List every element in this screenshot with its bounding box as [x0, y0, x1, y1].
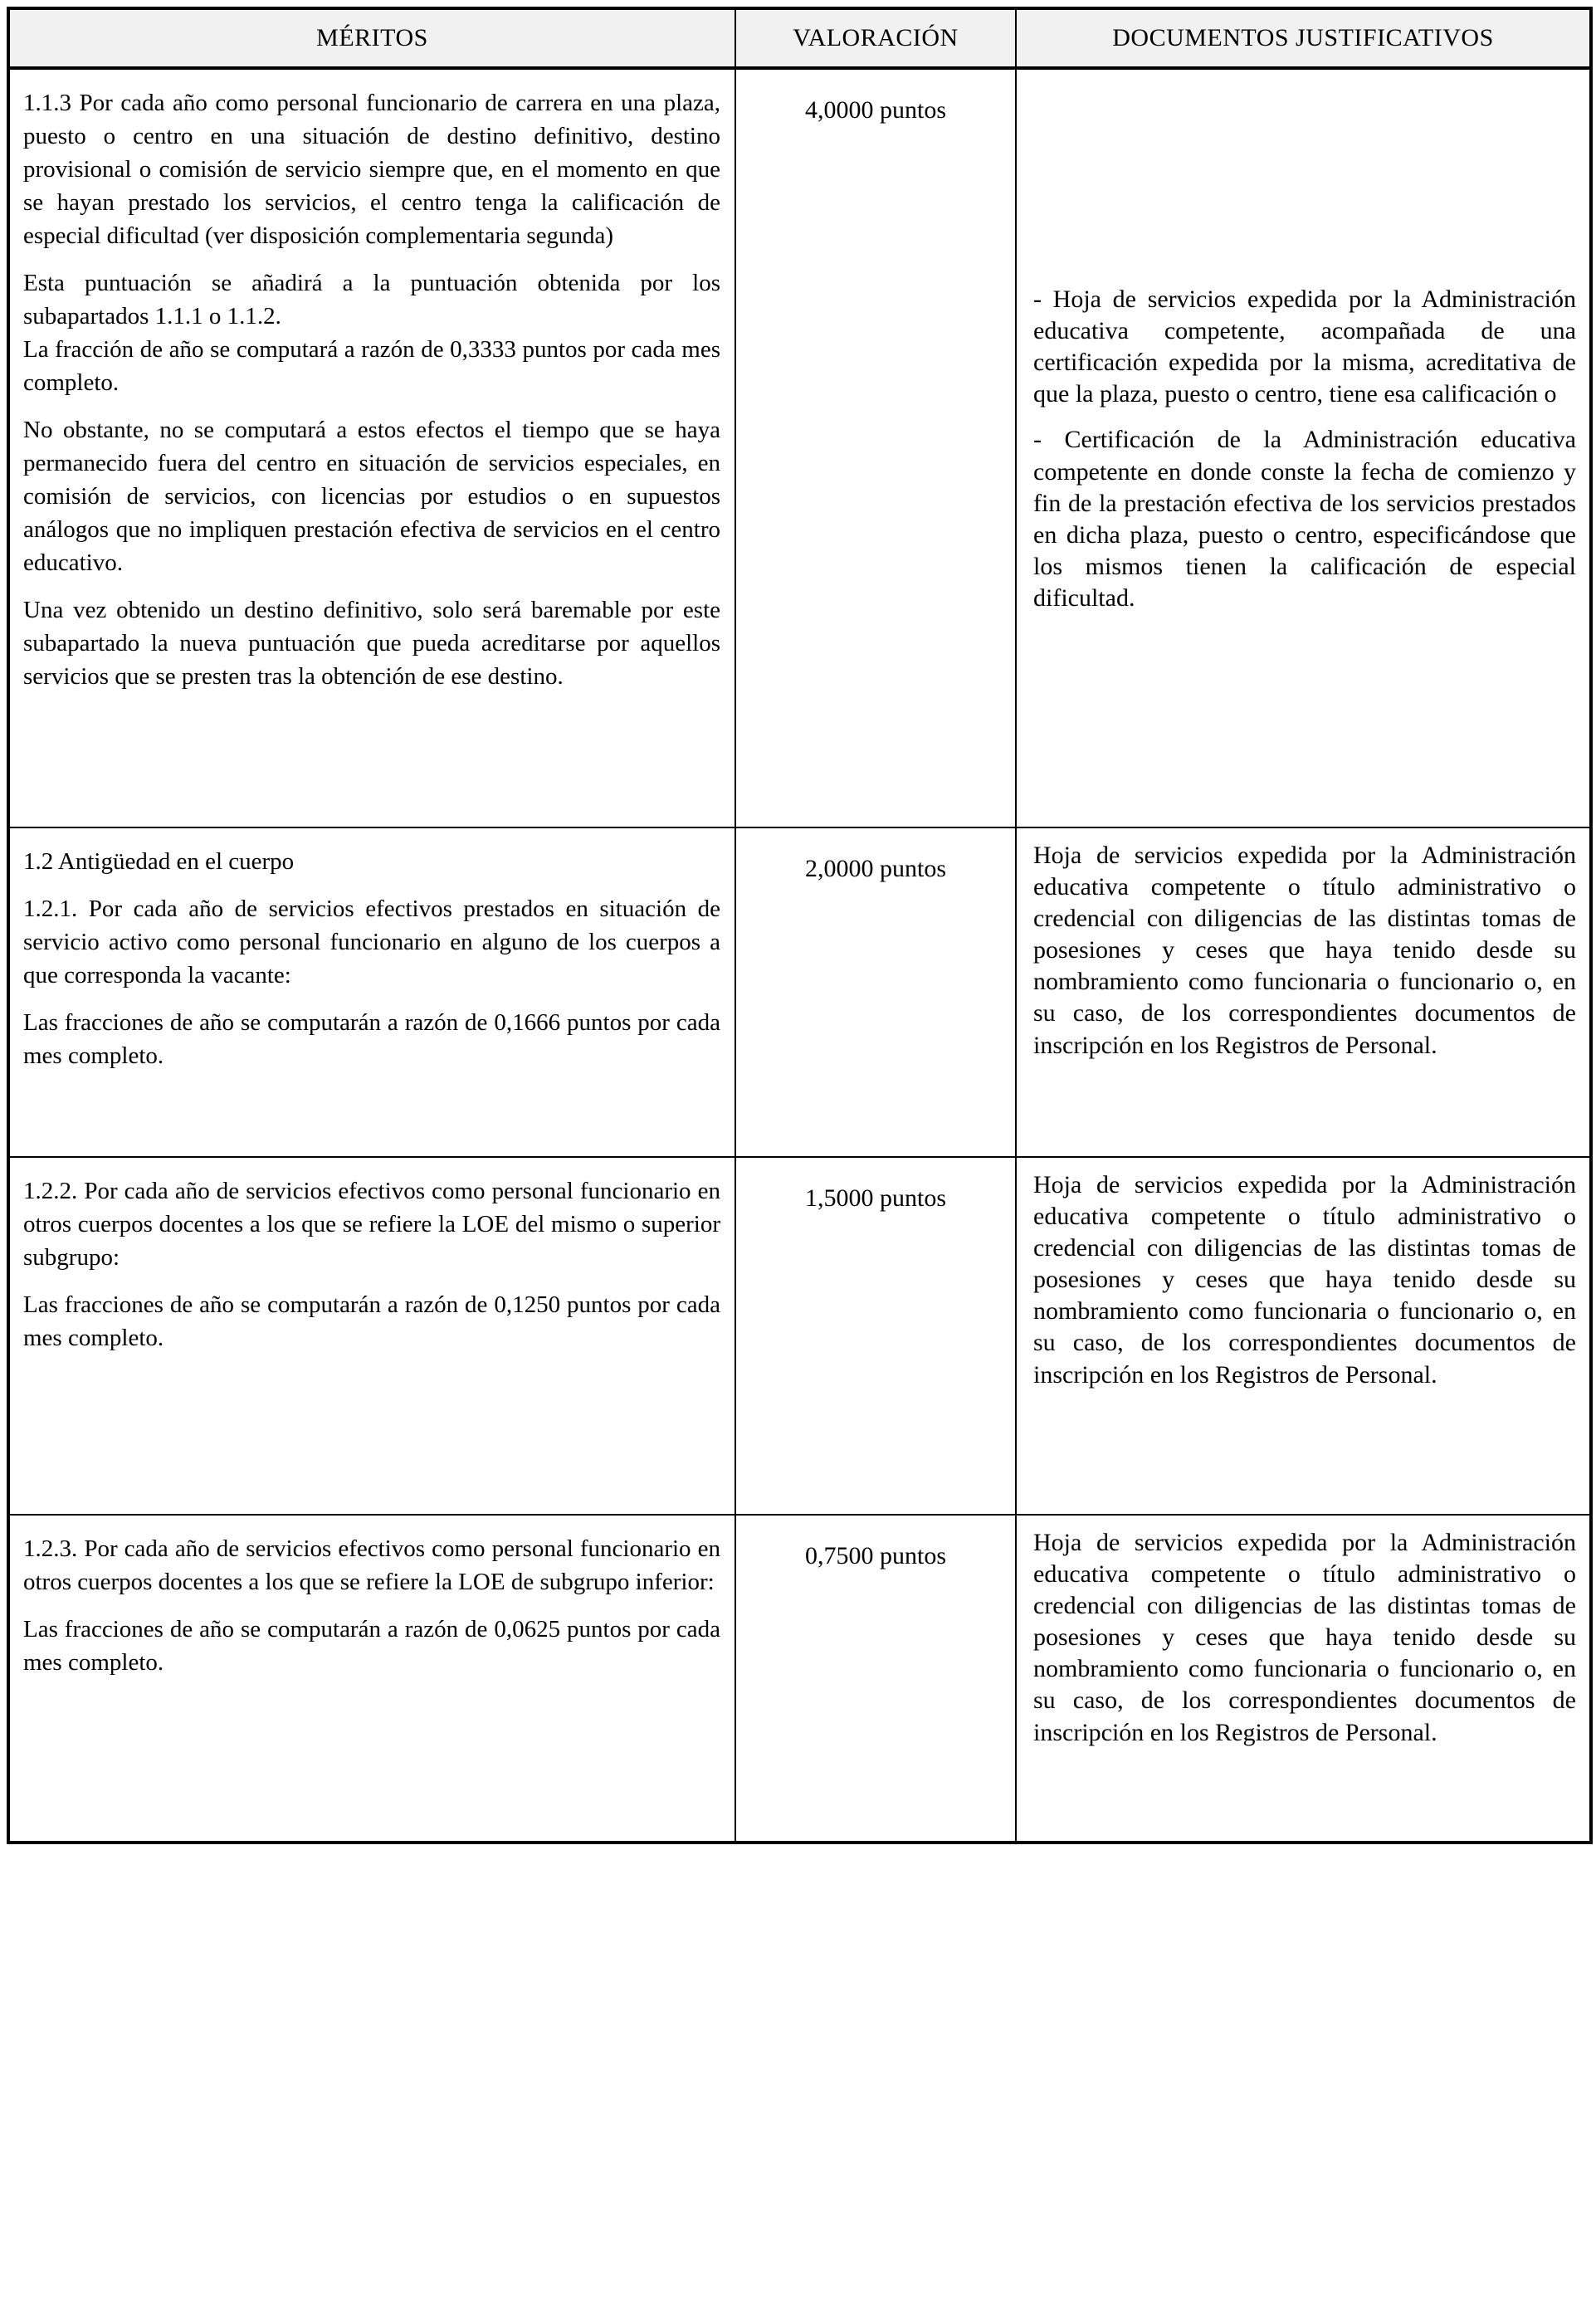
valoracion-cell: [735, 1157, 1016, 1515]
documento-paragraph: Hoja de servicios expedida por la Administración educativa competente o título administrativo o credencial con diligencias de las distintas tomas de posesiones y ceses que haya tenido desde su nombramiento como funcionaria o funcionario o, en su caso, de los correspondientes documentos de inscripción en los Registros de Personal.: [1033, 1171, 1576, 1389]
points-value: 2,0000 puntos: [804, 855, 946, 882]
documento-paragraph: Hoja de servicios expedida por la Administración educativa competente o título administrativo o credencial con diligencias de las distintas tomas de posesiones y ceses que haya tenido desde su nombramiento como funcionaria o funcionario o, en su caso, de los correspondientes documentos de inscripción en los Registros de Personal.: [1033, 842, 1576, 1059]
column-header-valoracion: VALORACIÓN: [735, 8, 1016, 68]
valoracion-cell: [735, 68, 1016, 827]
documentos-cell: [1016, 68, 1591, 827]
merit-paragraph: 1.2 Antigüedad en el cuerpo: [23, 848, 295, 875]
documento-paragraph: Hoja de servicios expedida por la Administración educativa competente o título administrativo o credencial con diligencias de las distintas tomas de posesiones y ceses que haya tenido desde su nombramiento como funcionaria o funcionario o, en su caso, de los correspondientes documentos de inscripción en los Registros de Personal.: [1033, 1529, 1576, 1746]
merit-paragraph: 1.2.1. Por cada año de servicios efectivos prestados en situación de servicio activo como personal funcionario en alguno de los cuerpos a que corresponda la vacante:: [23, 896, 720, 989]
merit-paragraph: Las fracciones de año se computarán a razón de 0,1250 puntos por cada mes completo.: [23, 1291, 720, 1352]
valoracion-cell: [735, 827, 1016, 1157]
merit-paragraph: La fracción de año se computará a razón de 0,3333 puntos por cada mes completo.: [23, 336, 720, 397]
header-row: [8, 8, 1591, 68]
points-value: 0,7500 puntos: [804, 1542, 946, 1569]
merit-paragraph: 1.2.2. Por cada año de servicios efectivos como personal funcionario en otros cuerpos docentes a los que se refiere la LOE del mismo o superior subgrupo:: [23, 1178, 720, 1272]
meritos-cell: [8, 1515, 735, 1843]
column-header-meritos: MÉRITOS: [8, 8, 735, 68]
valoracion-cell: [735, 1515, 1016, 1843]
table-row: [8, 68, 1591, 827]
column-header-documentos: DOCUMENTOS JUSTIFICATIVOS: [1016, 8, 1591, 68]
merit-paragraph: Las fracciones de año se computarán a razón de 0,0625 puntos por cada mes completo.: [23, 1616, 720, 1677]
documentos-cell: [1016, 1157, 1591, 1515]
merit-paragraph: Las fracciones de año se computarán a razón de 0,1666 puntos por cada mes completo.: [23, 1009, 720, 1070]
table-body: [8, 68, 1591, 1843]
table-row: [8, 1515, 1591, 1843]
meritos-cell: [8, 1157, 735, 1515]
points-value: 1,5000 puntos: [804, 1184, 946, 1212]
documentos-cell: [1016, 827, 1591, 1157]
table-row: [8, 1157, 1591, 1515]
documentos-cell: [1016, 1515, 1591, 1843]
merit-paragraph: Esta puntuación se añadirá a la puntuación obtenida por los subapartados 1.1.1 o 1.1.2.: [23, 270, 720, 330]
merits-table: [7, 7, 1593, 1844]
merit-paragraph: 1.2.3. Por cada año de servicios efectivos como personal funcionario en otros cuerpos docentes a los que se refiere la LOE de subgrupo inferior:: [23, 1535, 720, 1596]
merit-paragraph: Una vez obtenido un destino definitivo, solo será baremable por este subapartado la nueva puntuación que pueda acreditarse por aquellos servicios que se presten tras la obtención de ese destino.: [23, 597, 720, 691]
table-row: [8, 827, 1591, 1157]
points-value: 4,0000 puntos: [804, 96, 946, 124]
documento-paragraph: - Certificación de la Administración educativa competente en donde conste la fecha de comienzo y fin de la prestación efectiva de los servicios prestados en dicha plaza, puesto o centro, especificándose que los mismos tienen la calificación de especial dificultad.: [1033, 426, 1576, 612]
merit-paragraph: No obstante, no se computará a estos efectos el tiempo que se haya permanecido fuera del centro en situación de servicios especiales, en comisión de servicios, con licencias por estudios o en supuestos análogos que no impliquen prestación efectiva de servicios en el centro educativo.: [23, 417, 720, 577]
meritos-cell: [8, 827, 735, 1157]
merit-paragraph: 1.1.3 Por cada año como personal funcionario de carrera en una plaza, puesto o centro en una situación de destino definitivo, destino provisional o comisión de servicio siempre que, en el momento en que se hayan prestado los servicios, el centro tenga la calificación de especial dificultad (ver disposición complementaria segunda): [23, 90, 720, 250]
meritos-cell: [8, 68, 735, 827]
documento-paragraph: - Hoja de servicios expedida por la Administración educativa competente, acompañada de una certificación expedida por la misma, acreditativa de que la plaza, puesto o centro, tiene esa calificación o: [1033, 286, 1576, 408]
